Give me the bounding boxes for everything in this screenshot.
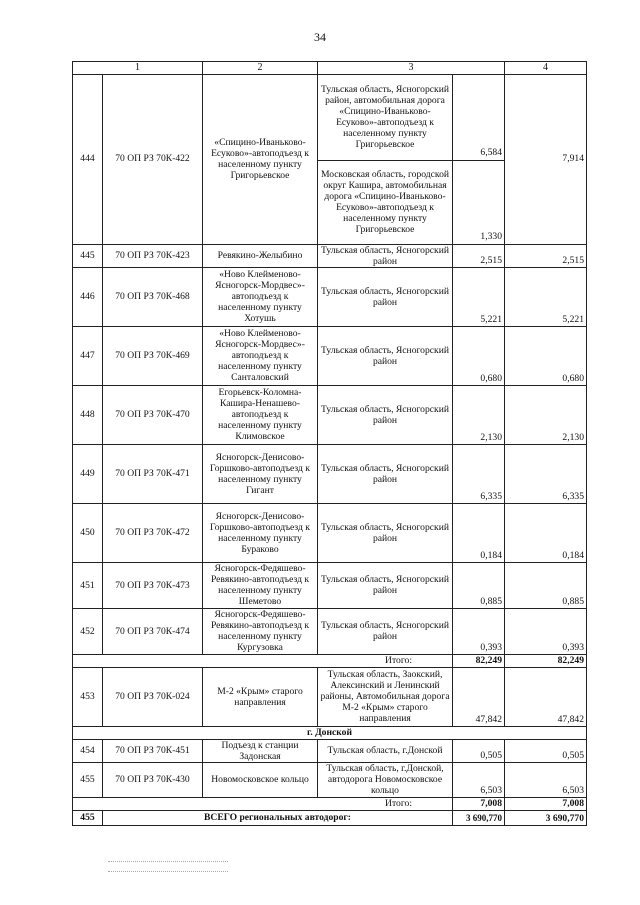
subtotal-total: 7,008 xyxy=(505,797,587,810)
road-id: 70 ОП РЗ 70К-469 xyxy=(103,326,203,385)
table-row xyxy=(73,444,587,503)
road-length: 0,184 xyxy=(453,503,505,562)
table-row xyxy=(73,326,587,385)
road-id: 70 ОП РЗ 70К-422 xyxy=(103,74,203,244)
road-total: 47,842 xyxy=(505,667,587,726)
road-id: 70 ОП РЗ 70К-423 xyxy=(103,244,203,267)
subtotal-length: 82,249 xyxy=(453,654,505,667)
row-number: 444 xyxy=(73,74,103,244)
roads-table xyxy=(72,61,587,826)
row-number: 448 xyxy=(73,385,103,444)
table-row xyxy=(73,503,587,562)
table-row xyxy=(73,608,587,654)
road-total: 0,393 xyxy=(505,608,587,654)
road-name: «Ново Клейменово-Ясногорск-Мордвес»-автоподъезд к населенному пункту Хотушь xyxy=(203,267,318,326)
section-title: г. Донской xyxy=(73,726,587,739)
subtotal-label: Итого: xyxy=(73,654,453,667)
road-name: Ревякино-Желыбино xyxy=(203,244,318,267)
road-total: 0,184 xyxy=(505,503,587,562)
road-length: 0,885 xyxy=(453,562,505,608)
road-id: 70 ОП РЗ 70К-430 xyxy=(103,762,203,797)
subtotal-label: Итого: xyxy=(73,797,453,810)
road-id: 70 ОП РЗ 70К-473 xyxy=(103,562,203,608)
scan-marks xyxy=(108,853,228,881)
row-number: 450 xyxy=(73,503,103,562)
road-length: 1,330 xyxy=(453,160,505,244)
page-number: 34 xyxy=(314,30,326,44)
subtotal-row xyxy=(73,797,587,810)
table-header-row xyxy=(73,62,587,75)
subtotal-row xyxy=(73,654,587,667)
road-location: Тульская область, Ясногорский район, автомобильная дорога «Спицино-Иваньково-Есуково»-автоподъезд к населенному пункту Григорьевское xyxy=(318,74,453,160)
table-row xyxy=(73,267,587,326)
road-total: 0,505 xyxy=(505,739,587,762)
road-name: «Спицино-Иваньково-Есуково»-автоподъезд к населенному пункту Григорьевское xyxy=(203,74,318,244)
grand-total-number: 455 xyxy=(73,810,103,825)
road-length: 0,680 xyxy=(453,326,505,385)
road-id: 70 ОП РЗ 70К-468 xyxy=(103,267,203,326)
road-id: 70 ОП РЗ 70К-474 xyxy=(103,608,203,654)
road-location: Московская область, городской округ Кашира, автомобильная дорога «Спицино-Иваньково-Есуково»-автоподъезд к населенному пункту Григорьевское xyxy=(318,160,453,244)
header-cell: 4 xyxy=(505,62,587,75)
row-number: 447 xyxy=(73,326,103,385)
table-row xyxy=(73,762,587,797)
road-length: 6,584 xyxy=(453,74,505,160)
road-length: 6,335 xyxy=(453,444,505,503)
row-number: 446 xyxy=(73,267,103,326)
road-id: 70 ОП РЗ 70К-472 xyxy=(103,503,203,562)
road-name: Ясногорск-Федяшево-Ревякино-автоподъезд к населенному пункту Кургузовка xyxy=(203,608,318,654)
subtotal-total: 82,249 xyxy=(505,654,587,667)
road-name: Егорьевск-Коломна-Кашира-Ненашево-автоподъезд к населенному пункту Климовское xyxy=(203,385,318,444)
road-total: 5,221 xyxy=(505,267,587,326)
road-total: 6,335 xyxy=(505,444,587,503)
road-total: 2,130 xyxy=(505,385,587,444)
grand-total-row xyxy=(73,810,587,825)
road-location: Тульская область, Ясногорский район xyxy=(318,326,453,385)
road-location: Тульская область, Ясногорский район xyxy=(318,562,453,608)
road-length: 6,503 xyxy=(453,762,505,797)
grand-total-label: ВСЕГО региональных автодорог: xyxy=(103,810,453,825)
road-total: 2,515 xyxy=(505,244,587,267)
road-name: Ясногорск-Денисово-Горшково-автоподъезд к населенному пункту Бураково xyxy=(203,503,318,562)
table-row xyxy=(73,244,587,267)
road-length: 2,130 xyxy=(453,385,505,444)
road-location: Тульская область, Ясногорский район xyxy=(318,244,453,267)
road-location: Тульская область, Ясногорский район xyxy=(318,444,453,503)
road-length: 2,515 xyxy=(453,244,505,267)
road-length: 0,505 xyxy=(453,739,505,762)
row-number: 454 xyxy=(73,739,103,762)
road-location: Тульская область, Ясногорский район xyxy=(318,503,453,562)
road-total: 6,503 xyxy=(505,762,587,797)
road-location: Тульская область, г.Донской, автодорога Новомосковское кольцо xyxy=(318,762,453,797)
section-row xyxy=(73,726,587,739)
table-row xyxy=(73,562,587,608)
road-id: 70 ОП РЗ 70К-471 xyxy=(103,444,203,503)
row-number: 449 xyxy=(73,444,103,503)
row-number: 445 xyxy=(73,244,103,267)
road-location: Тульская область, Заокский, Алексинский и Ленинский районы, Автомобильная дорога М-2 «Крым» старого направления xyxy=(318,667,453,726)
road-id: 70 ОП РЗ 70К-451 xyxy=(103,739,203,762)
road-length: 5,221 xyxy=(453,267,505,326)
road-id: 70 ОП РЗ 70К-024 xyxy=(103,667,203,726)
road-location: Тульская область, Ясногорский район xyxy=(318,608,453,654)
row-number: 455 xyxy=(73,762,103,797)
row-number: 452 xyxy=(73,608,103,654)
table-row xyxy=(73,739,587,762)
header-cell: 1 xyxy=(73,62,203,75)
road-location: Тульская область, Ясногорский район xyxy=(318,267,453,326)
road-name: Подъезд к станции Задонская xyxy=(203,739,318,762)
road-location: Тульская область, г.Донской xyxy=(318,739,453,762)
table-row xyxy=(73,74,587,160)
grand-total-total: 3 690,770 xyxy=(505,810,587,825)
grand-total-length: 3 690,770 xyxy=(453,810,505,825)
table-row xyxy=(73,385,587,444)
header-cell: 3 xyxy=(318,62,505,75)
row-number: 451 xyxy=(73,562,103,608)
subtotal-length: 7,008 xyxy=(453,797,505,810)
road-total: 7,914 xyxy=(505,74,587,244)
road-length: 0,393 xyxy=(453,608,505,654)
road-name: М-2 «Крым» старого направления xyxy=(203,667,318,726)
header-cell: 2 xyxy=(203,62,318,75)
table-row xyxy=(73,667,587,726)
row-number: 453 xyxy=(73,667,103,726)
road-location: Тульская область, Ясногорский район xyxy=(318,385,453,444)
road-total: 0,885 xyxy=(505,562,587,608)
road-total: 0,680 xyxy=(505,326,587,385)
road-name: Ясногорск-Федяшево-Ревякино-автоподъезд к населенному пункту Шеметово xyxy=(203,562,318,608)
road-name: «Ново Клейменово-Ясногорск-Мордвес»-автоподъезд к населенному пункту Санталовский xyxy=(203,326,318,385)
road-name: Новомосковское кольцо xyxy=(203,762,318,797)
road-name: Ясногорск-Денисово-Горшково-автоподъезд к населенному пункту Гигант xyxy=(203,444,318,503)
road-id: 70 ОП РЗ 70К-470 xyxy=(103,385,203,444)
road-length: 47,842 xyxy=(453,667,505,726)
